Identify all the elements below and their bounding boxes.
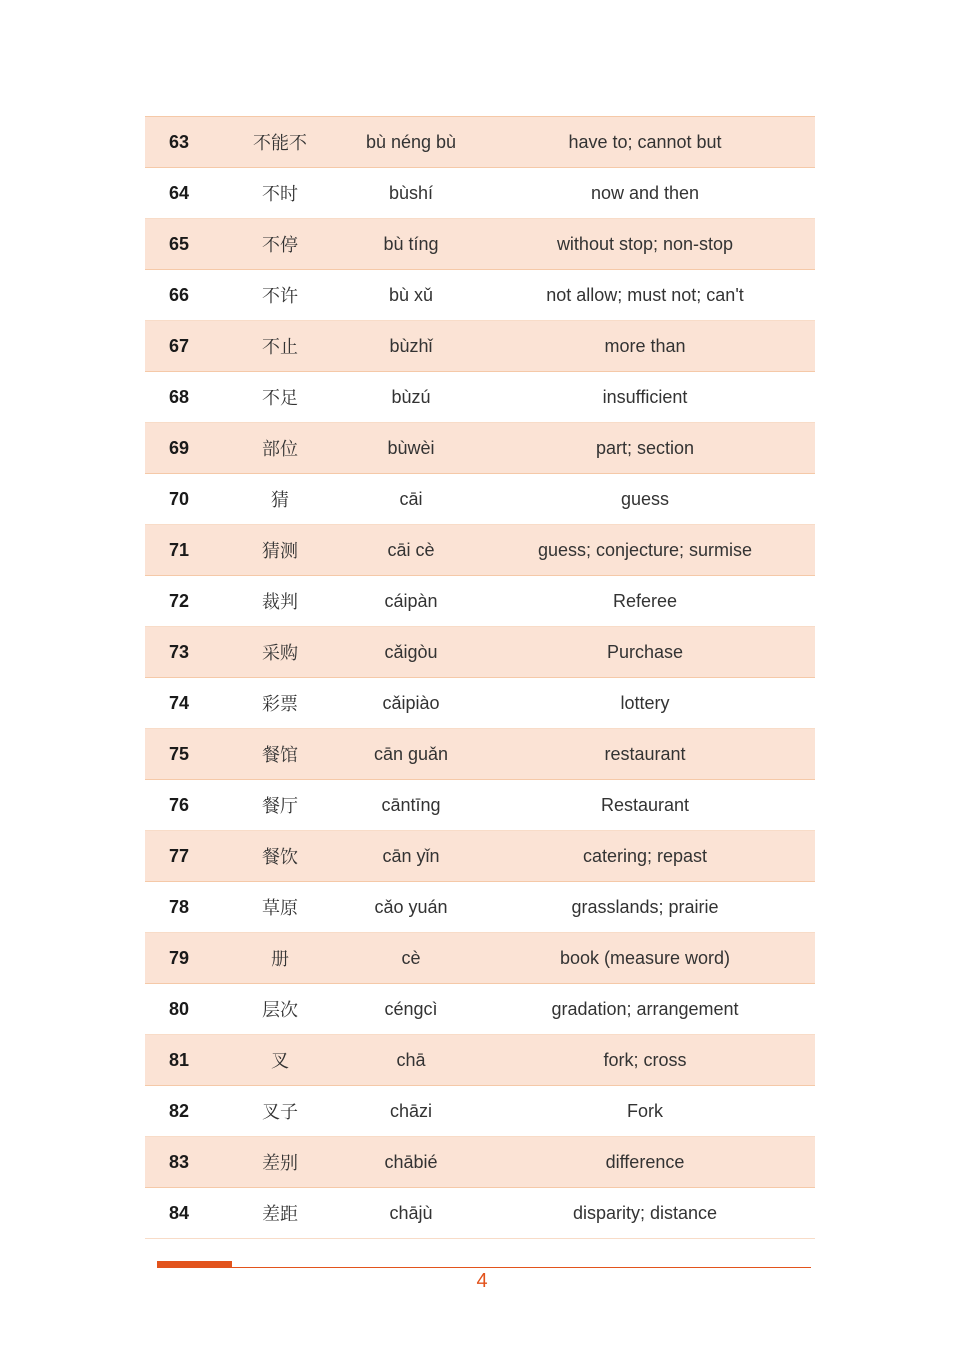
hanzi-cell: 猜测 (262, 541, 298, 562)
table-row (145, 372, 815, 423)
hanzi-cell: 层次 (262, 1000, 298, 1021)
english-cell: Restaurant (600, 794, 690, 815)
row-number: 75 (168, 743, 190, 764)
pinyin-cell: bùzú (391, 386, 431, 407)
english-cell: catering; repast (582, 845, 708, 866)
english-cell: Purchase (606, 641, 684, 662)
hanzi-cell: 餐饮 (262, 847, 298, 868)
english-cell: difference (605, 1151, 685, 1172)
row-number: 66 (168, 284, 190, 305)
row-number: 67 (168, 335, 190, 356)
row-number: 68 (168, 386, 190, 407)
hanzi-cell: 不能不 (253, 133, 307, 154)
hanzi-cell: 猜 (271, 490, 289, 511)
hanzi-cell: 叉 (271, 1051, 289, 1072)
hanzi-cell: 彩票 (262, 694, 298, 715)
hanzi-cell: 餐厅 (262, 796, 298, 817)
row-number: 77 (168, 845, 190, 866)
table-row (145, 525, 815, 576)
table-row (145, 729, 815, 780)
pinyin-cell: cè (401, 947, 421, 968)
hanzi-cell: 差距 (262, 1204, 298, 1225)
table-row (145, 219, 815, 270)
hanzi-cell: 差别 (262, 1153, 298, 1174)
table-row (145, 831, 815, 882)
english-cell: fork; cross (603, 1049, 687, 1070)
row-number: 80 (168, 998, 190, 1019)
hanzi-cell: 不足 (262, 388, 298, 409)
pinyin-cell: cān yǐn (382, 845, 440, 866)
pinyin-cell: bù néng bù (365, 131, 457, 152)
english-cell: grasslands; prairie (571, 896, 719, 917)
row-number: 76 (168, 794, 190, 815)
pinyin-cell: cáipàn (384, 590, 438, 611)
row-number: 74 (168, 692, 190, 713)
english-cell: Referee (612, 590, 678, 611)
table-row (145, 780, 815, 831)
english-cell: guess; conjecture; surmise (537, 539, 753, 560)
pinyin-cell: cāntīng (381, 794, 441, 815)
hanzi-cell: 餐馆 (262, 745, 298, 766)
english-cell: guess (620, 488, 670, 509)
hanzi-cell: 采购 (262, 643, 298, 664)
table-row (145, 474, 815, 525)
vocabulary-table (145, 116, 815, 1239)
english-cell: part; section (595, 437, 695, 458)
english-cell: insufficient (602, 386, 688, 407)
hanzi-cell: 叉子 (262, 1102, 298, 1123)
english-cell: now and then (590, 182, 700, 203)
pinyin-cell: cǎipiào (382, 692, 440, 713)
row-number: 79 (168, 947, 190, 968)
row-number: 63 (168, 131, 190, 152)
row-number: 71 (168, 539, 190, 560)
hanzi-cell: 部位 (262, 439, 298, 460)
row-number: 65 (168, 233, 190, 254)
english-cell: restaurant (604, 743, 686, 764)
page-number: 4 (476, 1270, 488, 1292)
pinyin-cell: cāi cè (387, 539, 435, 560)
table-row (145, 321, 815, 372)
pinyin-cell: chājù (389, 1202, 433, 1223)
row-number: 83 (168, 1151, 190, 1172)
table-row (145, 678, 815, 729)
hanzi-cell: 册 (271, 949, 289, 970)
hanzi-cell: 不时 (262, 184, 298, 205)
table-row (145, 1188, 815, 1239)
row-number: 72 (168, 590, 190, 611)
row-number: 78 (168, 896, 190, 917)
pinyin-cell: chā (396, 1049, 426, 1070)
row-number: 70 (168, 488, 190, 509)
english-cell: not allow; must not; can't (546, 284, 744, 305)
row-number: 73 (168, 641, 190, 662)
english-cell: more than (604, 335, 686, 356)
footer-divider (157, 1267, 811, 1268)
pinyin-cell: bù xǔ (388, 284, 434, 305)
row-number: 81 (168, 1049, 190, 1070)
table-row (145, 576, 815, 627)
table-row (145, 1086, 815, 1137)
pinyin-cell: chābié (384, 1151, 438, 1172)
table-row (145, 423, 815, 474)
english-cell: disparity; distance (572, 1202, 718, 1223)
english-cell: gradation; arrangement (551, 998, 739, 1019)
table-row (145, 882, 815, 933)
table-row (145, 627, 815, 678)
english-cell: lottery (620, 692, 670, 713)
hanzi-cell: 草原 (262, 898, 298, 919)
pinyin-cell: céngcì (384, 998, 438, 1019)
pinyin-cell: bùzhǐ (389, 335, 433, 356)
english-cell: Fork (627, 1100, 663, 1121)
row-number: 64 (168, 182, 190, 203)
table-row (145, 984, 815, 1035)
hanzi-cell: 不许 (262, 286, 298, 307)
pinyin-cell: bùshí (388, 182, 434, 203)
pinyin-cell: cāi (399, 488, 423, 509)
table-row (145, 1137, 815, 1188)
english-cell: book (measure word) (559, 947, 731, 968)
table-row (145, 270, 815, 321)
english-cell: have to; cannot but (568, 131, 722, 152)
table-row (145, 168, 815, 219)
pinyin-cell: bùwèi (387, 437, 435, 458)
pinyin-cell: cān guǎn (373, 743, 449, 764)
table-row (145, 116, 815, 168)
row-number: 82 (168, 1100, 190, 1121)
pinyin-cell: bù tíng (383, 233, 439, 254)
pinyin-cell: cǎo yuán (374, 896, 448, 917)
row-number: 84 (168, 1202, 190, 1223)
hanzi-cell: 不停 (262, 235, 298, 256)
pinyin-cell: chāzi (389, 1100, 433, 1121)
hanzi-cell: 不止 (262, 337, 298, 358)
hanzi-cell: 裁判 (262, 592, 298, 613)
table-row (145, 933, 815, 984)
table-row (145, 1035, 815, 1086)
row-number: 69 (168, 437, 190, 458)
english-cell: without stop; non-stop (556, 233, 734, 254)
pinyin-cell: cǎigòu (384, 641, 438, 662)
